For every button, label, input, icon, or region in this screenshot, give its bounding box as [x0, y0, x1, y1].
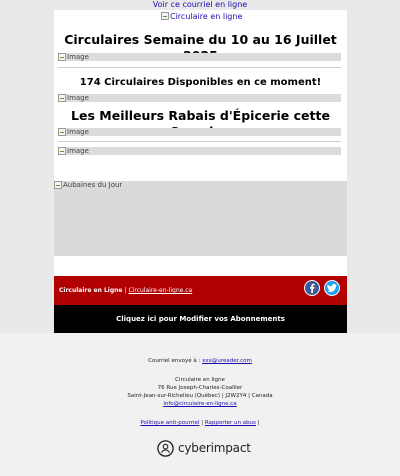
broken-image-icon: [58, 53, 66, 61]
image-alt-text: Image: [67, 94, 89, 102]
image-alt-text: Image: [67, 128, 89, 136]
page-title: Circulaires Semaine du 10 au 16 Juillet: [64, 32, 337, 47]
flyers-count: 174 Circulaires Disponibles en ce moment!: [79, 77, 322, 88]
facebook-icon[interactable]: [304, 280, 320, 296]
view-online-link[interactable]: Voir ce courriel en ligne: [152, 0, 248, 9]
deal-image-2[interactable]: [58, 147, 341, 155]
contact-email-line: [0, 401, 400, 408]
banner-image-2[interactable]: [58, 94, 341, 102]
contact-email[interactable]: info@circulaire-en-ligne.ca: [163, 401, 237, 407]
image-alt-text: Image: [67, 147, 89, 155]
manage-subscriptions-button[interactable]: Cliquez ici pour Modifier vos Abonnements: [54, 305, 347, 333]
logo-alt-text: Circulaire en ligne: [170, 11, 243, 21]
email-body: [54, 10, 347, 276]
anti-spam-policy-link[interactable]: Politique anti-pourriel: [140, 420, 200, 426]
cyberimpact-icon: [157, 440, 174, 457]
logo-image[interactable]: [161, 11, 242, 21]
legal-links: [0, 420, 400, 427]
report-abuse-link[interactable]: Rapporter un abus: [204, 420, 256, 426]
footer-bar: [54, 276, 347, 305]
deal-image-1[interactable]: [58, 128, 341, 136]
company-name: Circulaire en ligne: [175, 377, 225, 383]
daily-deals-image[interactable]: [54, 181, 347, 256]
address-line-2: Saint-Jean-sur-Richelieu (Québec) | J2W2Y4 | Canada: [127, 393, 273, 399]
link-separator: |: [201, 420, 204, 426]
banner-image[interactable]: [58, 53, 341, 61]
email-footer: [0, 333, 400, 476]
image-alt-text: Aubaines du Jour: [63, 181, 123, 189]
section-heading: Les Meilleurs Rabais d'Épicerie cette: [71, 108, 330, 123]
divider: [58, 67, 341, 68]
broken-image-icon: [58, 147, 66, 155]
footer-site-link[interactable]: Circulaire-en-ligne.ca: [128, 287, 193, 294]
provider-name: cyberimpact: [178, 441, 251, 455]
footer-separator: |: [124, 287, 127, 294]
sent-to-label: Courriel envoyé à :: [148, 358, 201, 364]
divider: [58, 141, 341, 142]
broken-image-icon: [58, 128, 66, 136]
sent-to-line: [0, 358, 400, 365]
broken-image-icon: [161, 12, 169, 20]
address-line-1: 76 Rue Joseph-Charles-Coallier: [157, 385, 243, 391]
twitter-icon[interactable]: [324, 280, 340, 296]
broken-image-icon: [58, 94, 66, 102]
cyberimpact-logo[interactable]: [157, 439, 251, 457]
sent-to-email[interactable]: xxx@ureader.com: [202, 358, 252, 364]
image-alt-text: Image: [67, 53, 89, 61]
link-separator: |: [257, 420, 260, 426]
footer-brand: Circulaire en Ligne: [59, 287, 123, 294]
broken-image-icon: [54, 181, 62, 189]
